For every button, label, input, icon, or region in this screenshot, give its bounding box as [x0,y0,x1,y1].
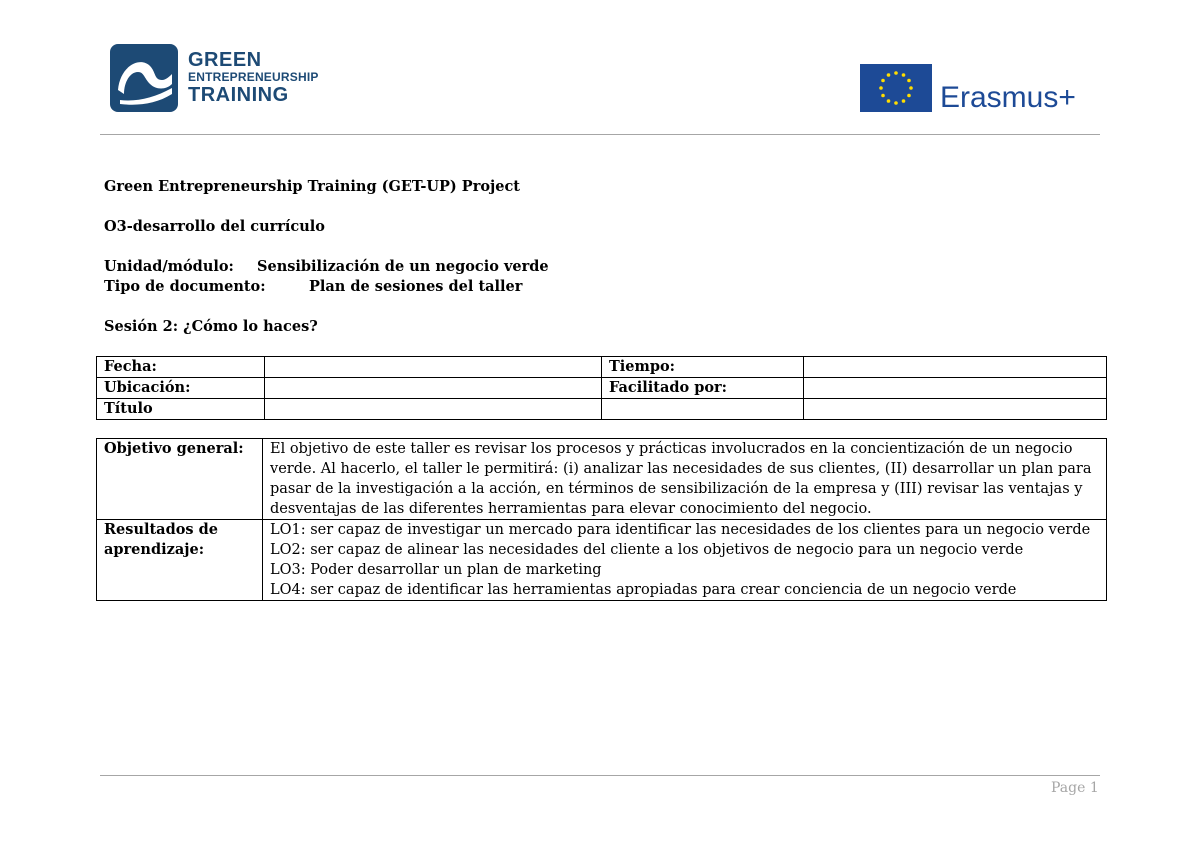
footer-divider [100,775,1100,776]
learning-outcome-4: LO4: ser capaz de identificar las herramientas apropiadas para crear conciencia de un negocio verde [270,582,1017,598]
table-row [97,399,1107,420]
eu-star-icon [894,71,898,75]
eu-star-icon [881,79,885,83]
wave-logo-icon [110,44,178,112]
output-title: O3-desarrollo del currículo [104,218,325,235]
logo-line-green: GREEN [188,49,262,71]
learning-outcome-1: LO1: ser capaz de investigar un mercado para identificar las necesidades de los clientes para un negocio verde [270,522,1091,538]
erasmus-logo [860,64,1105,114]
titulo-label: Título [97,399,265,420]
eu-star-icon [907,94,911,98]
eu-star-icon [879,86,883,90]
fecha-value-cell [265,357,602,378]
eu-star-icon [907,79,911,83]
facilitado-label: Facilitado por: [602,378,804,399]
eu-star-icon [881,94,885,98]
eu-star-icon [902,73,906,77]
ubicacion-value-cell [265,378,602,399]
titulo-value-cell [265,399,602,420]
table-row [97,378,1107,399]
eu-star-icon [887,73,891,77]
results-label [97,520,263,601]
eu-star-icon [894,101,898,105]
learning-outcome-2: LO2: ser capaz de alinear las necesidades del cliente a los objetivos de negocio para un negocio verde [270,542,1024,558]
learning-outcomes-cell [263,520,1107,601]
table-row [97,357,1107,378]
results-label-line2: aprendizaje: [104,541,205,558]
eu-star-icon [909,86,913,90]
unit-label: Unidad/módulo: [104,258,234,275]
logo-line-entrepreneurship: ENTREPRENEURSHIP [188,70,319,84]
objectives-table [96,438,1107,601]
objective-label: Objetivo general: [97,439,263,520]
logo-line-training: TRAINING [188,84,289,106]
session-info-table [96,356,1107,420]
learning-outcome-3: LO3: Poder desarrollar un plan de marketing [270,562,602,578]
green-entrepreneurship-logo [110,44,340,114]
erasmus-text: Erasmus+ [940,81,1076,114]
empty-cell [804,399,1107,420]
ubicacion-label: Ubicación: [97,378,265,399]
facilitado-value-cell [804,378,1107,399]
empty-cell [602,399,804,420]
objective-text: El objetivo de este taller es revisar los procesos y prácticas involucrados en la concientización de un negocio verde. Al hacerlo, el taller le permitirá: (i) analizar las necesidades de sus clientes, (II) desarrollar un plan para pasar de la investigación a la acción, en términos de sensibilización de la empresa y (III) revisar las ventajas y desventajas de las diferentes herramientas para elevar conocimiento del negocio. [263,439,1107,520]
eu-flag-icon [860,64,932,112]
table-row [97,520,1107,601]
eu-star-icon [902,99,906,103]
doc-type-label: Tipo de documento: [104,278,266,295]
fecha-label: Fecha: [97,357,265,378]
header-divider [100,134,1100,135]
doc-type-value: Plan de sesiones del taller [309,278,523,295]
tiempo-label: Tiempo: [602,357,804,378]
tiempo-value-cell [804,357,1107,378]
eu-star-icon [887,99,891,103]
page-number: Page 1 [1051,780,1099,796]
results-label-line1: Resultados de [104,521,218,538]
unit-value: Sensibilización de un negocio verde [257,258,549,275]
project-title: Green Entrepreneurship Training (GET-UP) Project [104,178,521,195]
table-row [97,439,1107,520]
session-title: Sesión 2: ¿Cómo lo haces? [104,318,318,335]
